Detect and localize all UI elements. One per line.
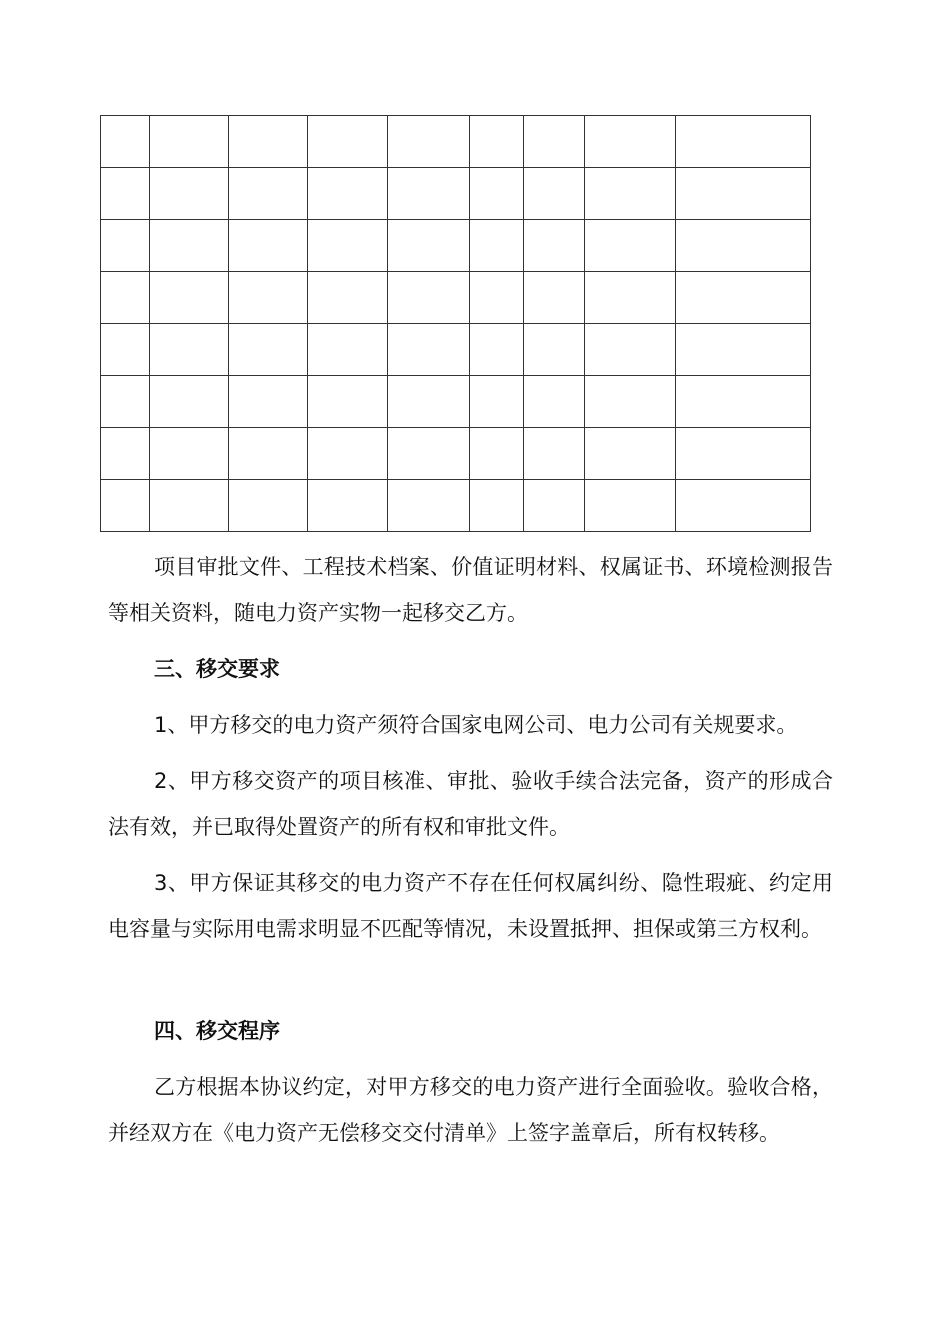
table-cell: [101, 116, 150, 168]
table-cell: [229, 324, 308, 376]
table-cell: [524, 324, 585, 376]
table-cell: [470, 324, 524, 376]
table-cell: [308, 168, 388, 220]
table-row: [101, 272, 811, 324]
table-row: [101, 324, 811, 376]
table-cell: [150, 324, 229, 376]
table-cell: [524, 116, 585, 168]
table-cell: [101, 220, 150, 272]
table-cell: [524, 376, 585, 428]
table-cell: [524, 428, 585, 480]
table-cell: [470, 116, 524, 168]
table-row: [101, 428, 811, 480]
documents-paragraph: 项目审批文件、工程技术档案、价值证明材料、权属证书、环境检测报告等相关资料，随电力资产实物一起移交乙方。: [108, 555, 833, 625]
procedure-paragraph: 乙方根据本协议约定，对甲方移交的电力资产进行全面验收。验收合格，并经双方在《电力资产无偿移交交付清单》上签字盖章后，所有权转移。: [108, 1075, 833, 1145]
table-cell: [676, 272, 811, 324]
table-cell: [470, 168, 524, 220]
table-cell: [101, 168, 150, 220]
table-cell: [229, 220, 308, 272]
table-cell: [308, 116, 388, 168]
table-row: [101, 220, 811, 272]
table-cell: [524, 272, 585, 324]
table-body: [101, 116, 811, 532]
requirement-2: 2、甲方移交资产的项目核准、审批、验收手续合法完备，资产的形成合法有效，并已取得处置资产的所有权和审批文件。: [108, 769, 833, 839]
table-cell: [229, 376, 308, 428]
table-cell: [585, 480, 676, 532]
table-cell: [388, 220, 470, 272]
table-cell: [585, 116, 676, 168]
table-cell: [308, 480, 388, 532]
table-cell: [229, 168, 308, 220]
table-cell: [388, 376, 470, 428]
asset-list-table: [100, 115, 811, 532]
table-cell: [388, 324, 470, 376]
table-cell: [150, 428, 229, 480]
section-heading-requirements: 三、移交要求: [154, 657, 280, 681]
table-cell: [308, 272, 388, 324]
table-cell: [585, 220, 676, 272]
table-cell: [676, 220, 811, 272]
table-cell: [308, 428, 388, 480]
table-cell: [308, 220, 388, 272]
table-cell: [388, 428, 470, 480]
requirement-3: 3、甲方保证其移交的电力资产不存在任何权属纠纷、隐性瑕疵、约定用电容量与实际用电需求明显不匹配等情况，未设置抵押、担保或第三方权利。: [108, 871, 833, 941]
table-cell: [470, 220, 524, 272]
table-cell: [150, 480, 229, 532]
table-cell: [524, 480, 585, 532]
table-cell: [585, 168, 676, 220]
table-cell: [524, 220, 585, 272]
table-cell: [388, 272, 470, 324]
table-cell: [229, 428, 308, 480]
table-row: [101, 168, 811, 220]
table-cell: [101, 428, 150, 480]
table-cell: [676, 376, 811, 428]
table-cell: [229, 116, 308, 168]
table-cell: [676, 324, 811, 376]
table-cell: [676, 116, 811, 168]
table-cell: [101, 376, 150, 428]
table-cell: [150, 116, 229, 168]
table-cell: [585, 324, 676, 376]
table-cell: [308, 324, 388, 376]
table-cell: [150, 376, 229, 428]
table-cell: [101, 480, 150, 532]
table-cell: [101, 324, 150, 376]
table-cell: [308, 376, 388, 428]
table-cell: [388, 168, 470, 220]
table-cell: [676, 428, 811, 480]
table-cell: [676, 480, 811, 532]
table-cell: [585, 428, 676, 480]
table-cell: [585, 272, 676, 324]
table-cell: [150, 168, 229, 220]
table-cell: [470, 272, 524, 324]
table-cell: [470, 428, 524, 480]
table-cell: [585, 376, 676, 428]
table-row: [101, 116, 811, 168]
table-row: [101, 480, 811, 532]
table-row: [101, 376, 811, 428]
table-cell: [524, 168, 585, 220]
table-cell: [101, 272, 150, 324]
table-cell: [229, 480, 308, 532]
table-cell: [676, 168, 811, 220]
requirement-1: 1、甲方移交的电力资产须符合国家电网公司、电力公司有关规要求。: [154, 713, 798, 737]
table-cell: [229, 272, 308, 324]
table-cell: [388, 116, 470, 168]
table-cell: [470, 376, 524, 428]
table-cell: [150, 220, 229, 272]
table-cell: [388, 480, 470, 532]
table-cell: [470, 480, 524, 532]
section-heading-procedure: 四、移交程序: [154, 1019, 280, 1043]
table-cell: [150, 272, 229, 324]
